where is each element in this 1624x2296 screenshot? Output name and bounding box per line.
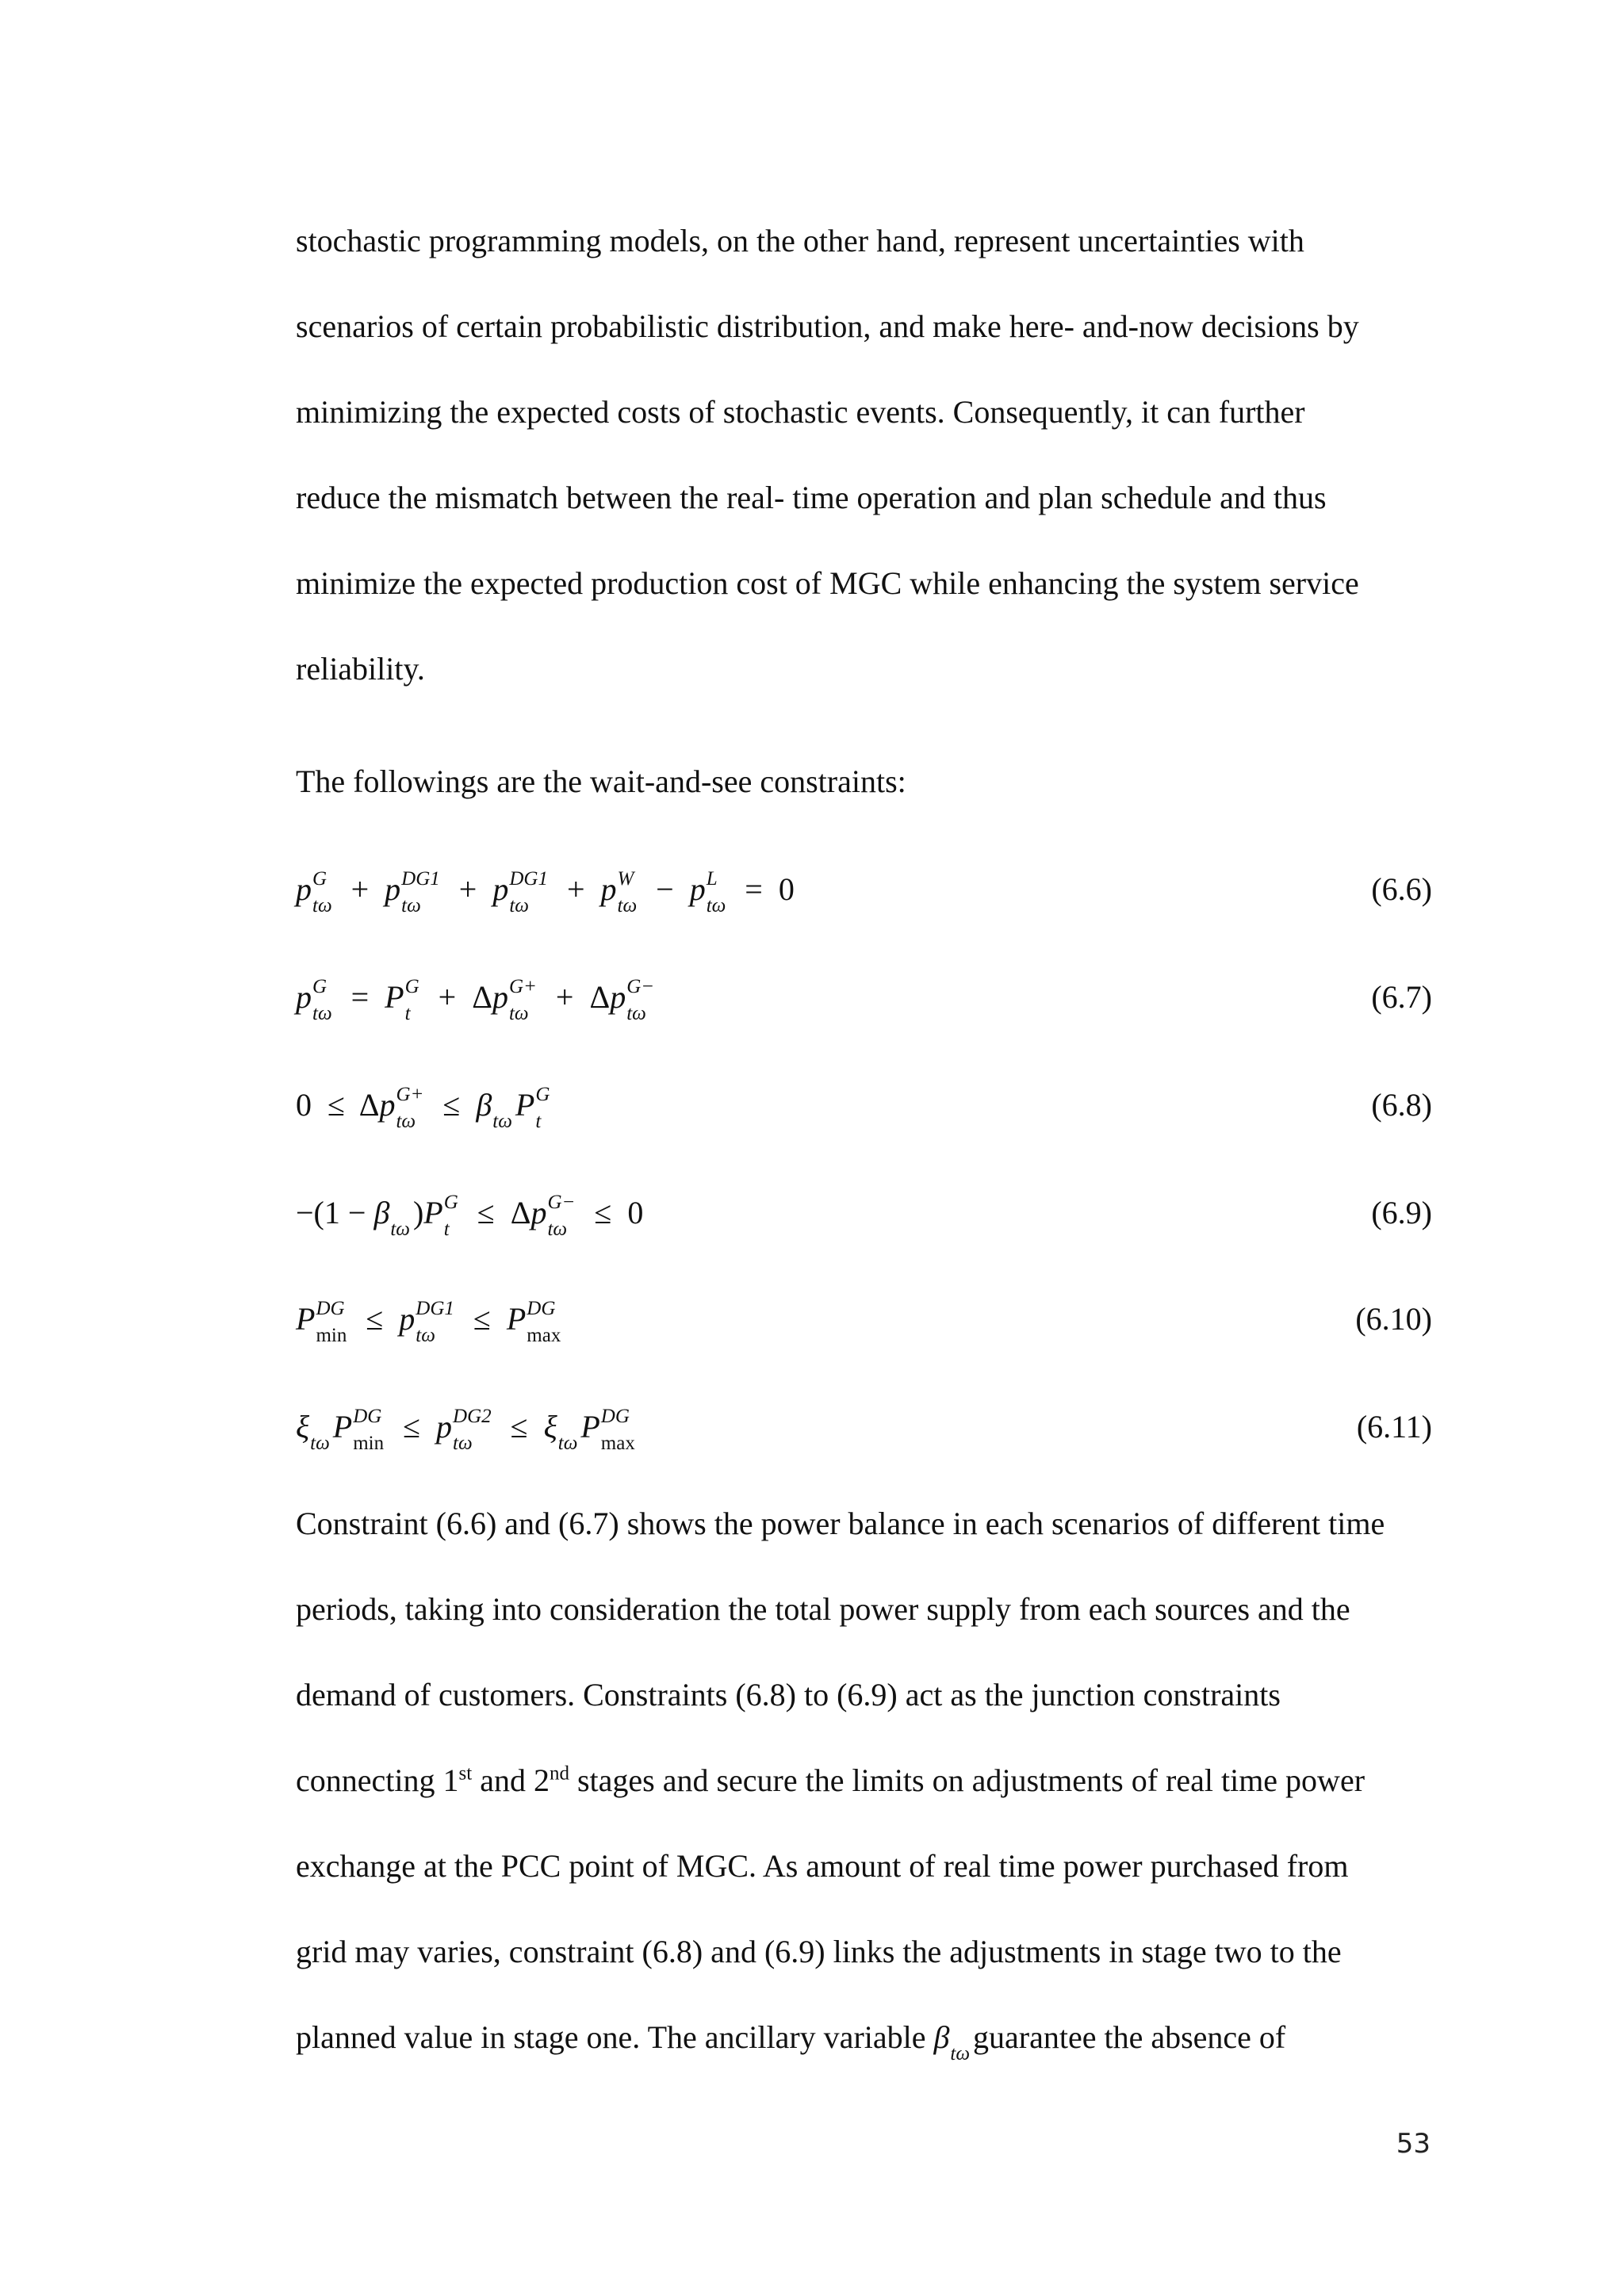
text-run: planned value in stage one. The ancillary variable: [296, 2019, 934, 2055]
superscript: G+: [396, 1083, 424, 1105]
page-number: 53: [1396, 2128, 1431, 2160]
math-var: P: [385, 979, 404, 1015]
superscript: DG: [353, 1405, 382, 1427]
equation-6-10: [296, 1295, 564, 1346]
equation-6-11: [296, 1403, 638, 1454]
paragraph-line: scenarios of certain probabilistic distribution, and make here- and-now decisions by: [296, 308, 1359, 344]
subscript: min: [316, 1324, 347, 1346]
equation-number: (6.7): [1371, 979, 1432, 1015]
operator: ≤: [366, 1301, 384, 1337]
subscript: tω: [390, 1218, 410, 1240]
math-var: P: [506, 1301, 527, 1337]
operator: ≤: [442, 1087, 461, 1123]
beta-symbol: β: [373, 1195, 390, 1230]
math-var: p: [492, 979, 508, 1015]
paragraph-line: [296, 2015, 1286, 2064]
superscript: G: [312, 867, 327, 890]
equation-6-7: [296, 974, 657, 1024]
superscript: G−: [626, 975, 655, 997]
operator: =: [745, 871, 763, 907]
operator: ≤: [594, 1195, 612, 1230]
paragraph-line: [296, 1758, 1365, 1803]
subscript: tω: [396, 1110, 416, 1132]
equation-number: (6.10): [1355, 1301, 1432, 1337]
subscript: t: [535, 1110, 542, 1132]
paragraph-line: stochastic programming models, on the other hand, represent uncertainties with: [296, 223, 1304, 258]
subscript: tω: [557, 1432, 578, 1454]
subscript: tω: [312, 894, 332, 916]
paragraph-line: minimize the expected production cost of MGC while enhancing the system service: [296, 565, 1359, 601]
equation-number: (6.11): [1356, 1409, 1432, 1445]
paragraph-line: demand of customers. Constraints (6.8) to (6.9) act as the junction constraints: [296, 1677, 1281, 1712]
intro-text: The followings are the wait-and-see constraints:: [296, 763, 906, 799]
superscript: G: [312, 975, 327, 997]
math-var: p: [689, 871, 706, 907]
operator: +: [438, 979, 457, 1015]
delta-symbol: Δ: [589, 979, 611, 1015]
math-var: p: [296, 871, 312, 907]
subscript: tω: [310, 1432, 330, 1454]
subscript: tω: [508, 1002, 529, 1024]
text-run: connecting 1: [296, 1762, 459, 1798]
equation-number: (6.9): [1371, 1195, 1432, 1230]
math-var: p: [436, 1409, 453, 1445]
math-var: p: [530, 1195, 547, 1230]
subscript: tω: [706, 894, 726, 916]
xi-symbol: ξ: [543, 1409, 557, 1445]
subscript: tω: [401, 894, 421, 916]
equation-6-9: [296, 1189, 644, 1240]
equation-number: (6.6): [1371, 871, 1432, 907]
math-var: p: [610, 979, 626, 1015]
text-run: guarantee the absence of: [973, 2019, 1286, 2055]
operator: +: [566, 871, 585, 907]
superscript: DG: [600, 1405, 630, 1427]
math-var: p: [385, 871, 401, 907]
superscript: DG1: [509, 867, 548, 890]
superscript: DG1: [416, 1297, 454, 1319]
operator: ≤: [327, 1087, 345, 1123]
subscript: max: [600, 1432, 635, 1454]
paragraph-line: periods, taking into consideration the total power supply from each sources and the: [296, 1591, 1350, 1627]
paragraph-line: minimizing the expected costs of stochastic events. Consequently, it can further: [296, 394, 1305, 430]
equation-6-8: [296, 1081, 553, 1132]
subscript: t: [443, 1218, 450, 1240]
beta-symbol: β: [933, 2019, 950, 2055]
operator: −: [656, 871, 674, 907]
math-var: P: [296, 1301, 316, 1337]
operator: ≤: [473, 1301, 491, 1337]
paragraph-line: reduce the mismatch between the real- time operation and plan schedule and thus: [296, 480, 1327, 515]
superscript: G: [443, 1191, 458, 1213]
operator: +: [555, 979, 574, 1015]
superscript: DG1: [401, 867, 440, 890]
math-const: 0: [627, 1195, 644, 1230]
math-var: P: [332, 1409, 353, 1445]
math-var: P: [423, 1195, 443, 1230]
math-var: p: [399, 1301, 416, 1337]
delta-symbol: Δ: [472, 979, 492, 1015]
operator: ≤: [477, 1195, 495, 1230]
operator: +: [458, 871, 477, 907]
subscript: tω: [547, 1218, 568, 1240]
paragraph-line: exchange at the PCC point of MGC. As amount of real time power purchased from: [296, 1848, 1349, 1884]
ordinal-superscript: st: [458, 1762, 473, 1785]
delta-symbol: Δ: [358, 1087, 380, 1123]
text-run: and 2: [472, 1762, 550, 1798]
subscript: max: [527, 1324, 561, 1346]
superscript: G+: [508, 975, 537, 997]
delta-symbol: Δ: [510, 1195, 531, 1230]
math-paren: ): [412, 1195, 424, 1230]
math-prefix: −(1 −: [296, 1195, 366, 1230]
math-var: p: [600, 871, 617, 907]
subscript: tω: [509, 894, 529, 916]
ordinal-superscript: nd: [549, 1762, 569, 1785]
superscript: DG: [316, 1297, 345, 1319]
math-var: p: [379, 1087, 396, 1123]
paragraph-line: grid may varies, constraint (6.8) and (6.9) links the adjustments in stage two to the: [296, 1934, 1342, 1969]
subscript: t: [404, 1002, 411, 1024]
subscript: tω: [492, 1110, 512, 1132]
operator: +: [350, 871, 370, 907]
superscript: W: [617, 867, 634, 890]
text-run: stages and secure the limits on adjustments of real time power: [569, 1762, 1365, 1798]
xi-symbol: ξ: [296, 1409, 310, 1445]
operator: ≤: [403, 1409, 421, 1445]
superscript: L: [706, 867, 718, 890]
paragraph-line: Constraint (6.6) and (6.7) shows the power balance in each scenarios of different time: [296, 1506, 1385, 1541]
subscript: tω: [453, 1432, 473, 1454]
math-var: p: [296, 979, 312, 1015]
math-var: P: [580, 1409, 600, 1445]
superscript: G−: [547, 1191, 576, 1213]
superscript: DG: [527, 1297, 556, 1319]
math-var: P: [515, 1087, 535, 1123]
equation-number: (6.8): [1371, 1087, 1432, 1123]
subscript: tω: [617, 894, 638, 916]
subscript: tω: [416, 1324, 435, 1346]
math-const: 0: [778, 871, 795, 907]
superscript: G: [535, 1083, 550, 1105]
math-const: 0: [296, 1087, 312, 1123]
paragraph-line: reliability.: [296, 651, 425, 687]
equation-6-6: [296, 866, 795, 916]
beta-symbol: β: [476, 1087, 492, 1123]
operator: =: [350, 979, 370, 1015]
subscript: tω: [950, 2042, 971, 2064]
subscript: tω: [626, 1002, 646, 1024]
operator: ≤: [510, 1409, 528, 1445]
superscript: G: [404, 975, 419, 997]
superscript: DG2: [453, 1405, 492, 1427]
subscript: min: [353, 1432, 385, 1454]
math-var: p: [492, 871, 509, 907]
subscript: tω: [312, 1002, 332, 1024]
